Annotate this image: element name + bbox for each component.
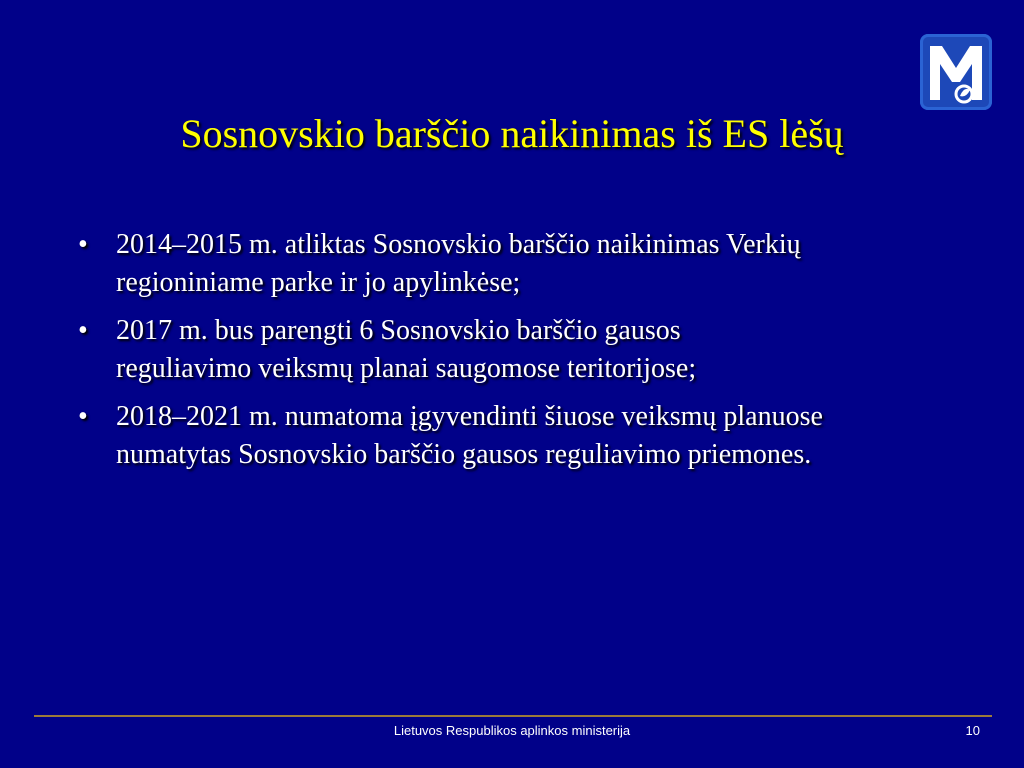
footer-divider — [34, 715, 992, 717]
slide-title: Sosnovskio barščio naikinimas iš ES lėšų — [180, 111, 844, 156]
bullet-line-2: reguliavimo veiksmų planai saugomose teritorijose; — [116, 353, 697, 384]
bullet-marker: • — [78, 229, 88, 260]
bullet-line-1: 2017 m. bus parengti 6 Sosnovskio barščio gausos — [116, 315, 681, 346]
ministry-logo-graphic — [920, 34, 992, 110]
bullet-line-2: numatytas Sosnovskio barščio gausos reguliavimo priemones. — [116, 439, 812, 470]
bullet-line-1: 2018–2021 m. numatoma įgyvendinti šiuose veiksmų planuose — [116, 401, 823, 432]
bullet-item-3 — [78, 398, 998, 474]
bullet-line-1: 2014–2015 m. atliktas Sosnovskio barščio naikinimas Verkių — [116, 229, 801, 260]
bullet-marker: • — [78, 315, 88, 346]
page-number: 10 — [965, 723, 980, 738]
bullet-line-2: regioniniame parke ir jo apylinkėse; — [116, 267, 521, 298]
footer-organization: Lietuvos Respublikos aplinkos ministerija — [393, 723, 631, 738]
bullet-item-1 — [78, 226, 998, 302]
bullet-item-2 — [78, 312, 998, 388]
bullet-list — [78, 226, 998, 484]
ministry-logo-icon — [920, 34, 992, 110]
bullet-marker: • — [78, 401, 88, 432]
